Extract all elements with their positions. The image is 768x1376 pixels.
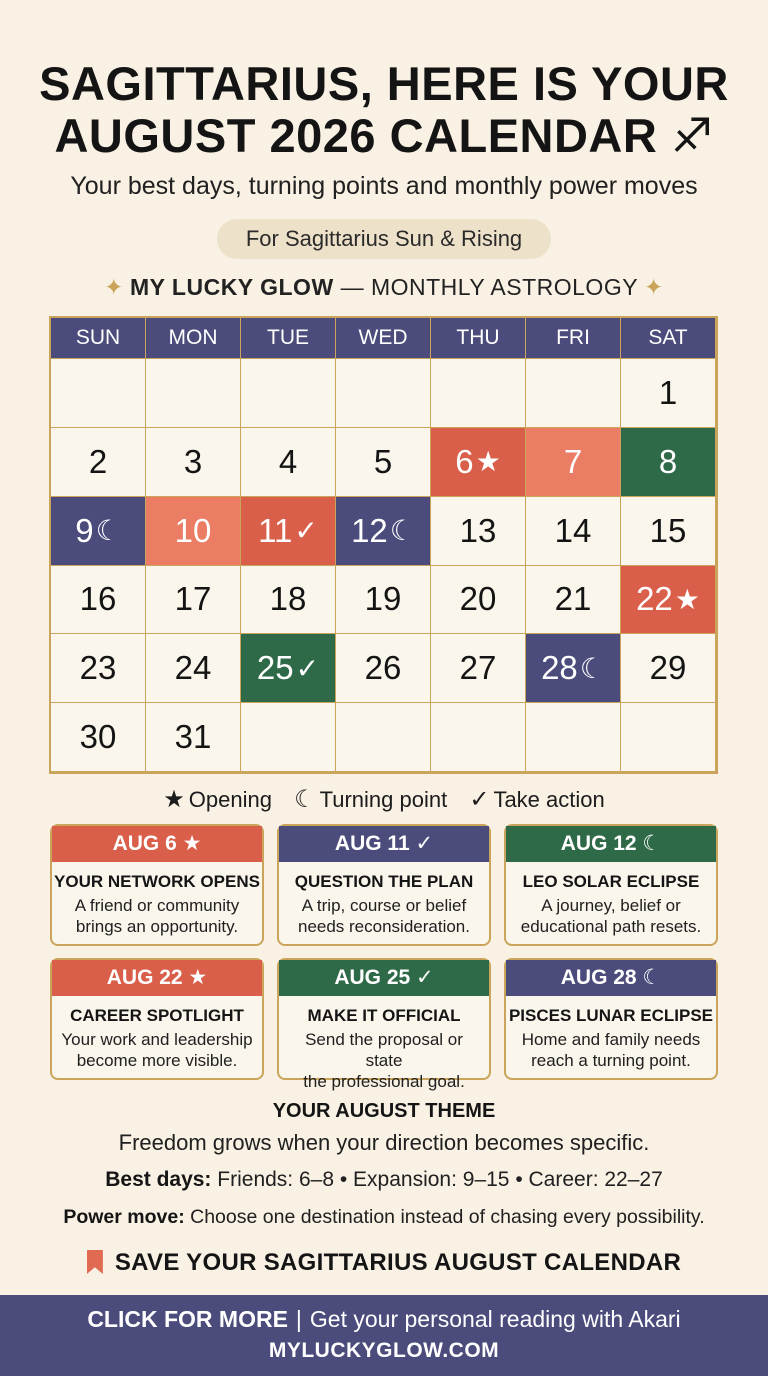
- weekday-header: TUE: [241, 318, 336, 359]
- card-line: become more visible.: [76, 1051, 238, 1070]
- calendar-day[interactable]: [621, 359, 716, 428]
- click-for-more-link[interactable]: CLICK FOR MORE: [87, 1306, 288, 1332]
- calendar-day[interactable]: [241, 566, 336, 635]
- card-line: Your work and leadership: [61, 1030, 253, 1049]
- legend-action-label: Take action: [493, 787, 605, 812]
- card-line: A journey, belief or: [541, 896, 681, 915]
- calendar-empty-cell: [146, 359, 241, 428]
- audience-pill: For Sagittarius Sun & Rising: [217, 219, 551, 259]
- calendar-day[interactable]: [431, 497, 526, 566]
- card-title: PISCES LUNAR ECLIPSE: [508, 1006, 714, 1025]
- day-number: 19: [364, 580, 402, 618]
- day-number: 27: [459, 649, 497, 687]
- day-number: 23: [79, 649, 117, 687]
- weekday-header: WED: [336, 318, 431, 359]
- card-title: LEO SOLAR ECLIPSE: [522, 872, 700, 891]
- legend-turning: [294, 787, 447, 812]
- day-number: 12: [351, 511, 388, 549]
- day-number: 20: [459, 580, 497, 618]
- day-number: 26: [364, 649, 402, 687]
- calendar-empty-cell: [336, 359, 431, 428]
- card-line: A trip, course or belief: [301, 896, 467, 915]
- card-header: AUG 22 ★: [52, 960, 262, 996]
- calendar-day[interactable]: [621, 428, 716, 497]
- legend-turning-label: Turning point: [319, 787, 448, 812]
- footer-separator: |: [295, 1306, 302, 1332]
- legend: [0, 785, 768, 814]
- save-calendar-prompt[interactable]: [0, 1249, 768, 1277]
- day-number: 5: [373, 442, 393, 480]
- footer-text: Get your personal reading with Akari: [309, 1306, 681, 1332]
- card-header: AUG 11 ✓: [279, 826, 489, 862]
- calendar-day[interactable]: [146, 566, 241, 635]
- moon-icon: ☾: [579, 652, 605, 684]
- day-number: 10: [174, 511, 212, 549]
- power-move: [0, 1206, 768, 1229]
- brand-name: MY LUCKY GLOW: [129, 274, 334, 300]
- calendar-day[interactable]: [146, 428, 241, 497]
- card-line: the professional goal.: [303, 1072, 465, 1091]
- footer-cta[interactable]: [0, 1295, 768, 1376]
- calendar-day[interactable]: [431, 566, 526, 635]
- star-icon: ★: [674, 583, 700, 615]
- card-header: AUG 12 ☾: [506, 826, 716, 862]
- calendar-empty-cell: [431, 359, 526, 428]
- weekday-header: MON: [146, 318, 241, 359]
- best-days-text: Friends: 6–8 • Expansion: 9–15 • Career: 22–27: [217, 1168, 663, 1191]
- calendar-day[interactable]: [336, 497, 431, 566]
- day-number: 11: [258, 511, 293, 549]
- brand-tagline: — MONTHLY ASTROLOGY: [340, 274, 639, 300]
- day-number: 1: [658, 373, 678, 411]
- best-days: [0, 1168, 768, 1192]
- card-line: needs reconsideration.: [297, 917, 470, 936]
- highlight-card: [277, 824, 491, 946]
- card-body: [279, 895, 489, 937]
- highlight-card: [277, 958, 491, 1091]
- day-number: 13: [459, 511, 497, 549]
- calendar-day[interactable]: [51, 566, 146, 635]
- title-line-1: SAGITTARIUS, HERE IS YOUR: [39, 57, 729, 110]
- power-move-label: Power move:: [63, 1206, 185, 1228]
- save-text: SAVE YOUR SAGITTARIUS AUGUST CALENDAR: [114, 1249, 682, 1276]
- calendar-day[interactable]: [431, 428, 526, 497]
- day-number: 18: [269, 580, 307, 618]
- calendar-day[interactable]: [241, 497, 336, 566]
- check-icon: ✓: [295, 652, 320, 684]
- highlight-card: [50, 824, 264, 946]
- star-icon: ★: [163, 786, 185, 813]
- calendar-day[interactable]: [146, 497, 241, 566]
- weekday-header: FRI: [526, 318, 621, 359]
- card-line: brings an opportunity.: [75, 917, 239, 936]
- day-number: 31: [174, 718, 212, 756]
- subtitle: Your best days, turning points and monthly power moves: [70, 172, 698, 200]
- day-number: 8: [658, 442, 678, 480]
- calendar-empty-cell: [526, 703, 621, 772]
- card-header: AUG 28 ☾: [506, 960, 716, 996]
- calendar-day[interactable]: [51, 497, 146, 566]
- day-number: 4: [278, 442, 298, 480]
- day-number: 7: [563, 442, 583, 480]
- calendar-day[interactable]: [621, 497, 716, 566]
- day-number: 15: [649, 511, 687, 549]
- calendar-day[interactable]: [526, 634, 621, 703]
- highlight-card: [504, 824, 718, 946]
- highlight-card: [50, 958, 264, 1080]
- weekday-header: SAT: [621, 318, 716, 359]
- day-number: 21: [554, 580, 592, 618]
- calendar-day[interactable]: [51, 634, 146, 703]
- card-title: CAREER SPOTLIGHT: [70, 1006, 244, 1025]
- card-line: Home and family needs: [521, 1030, 701, 1049]
- weekday-header: THU: [431, 318, 526, 359]
- calendar-empty-cell: [336, 703, 431, 772]
- day-number: 17: [174, 580, 212, 618]
- brand-line: [0, 274, 768, 301]
- calendar-day[interactable]: [431, 634, 526, 703]
- calendar-empty-cell: [51, 359, 146, 428]
- highlight-card: [504, 958, 718, 1080]
- calendar-day[interactable]: [621, 634, 716, 703]
- calendar-empty-cell: [526, 359, 621, 428]
- moon-icon: ☾: [389, 515, 415, 547]
- calendar-day[interactable]: [526, 428, 621, 497]
- calendar-day[interactable]: [51, 703, 146, 772]
- calendar-day[interactable]: [146, 703, 241, 772]
- calendar-day[interactable]: [526, 566, 621, 635]
- day-number: 2: [88, 442, 108, 480]
- power-move-text: Choose one destination instead of chasing every possibility.: [190, 1206, 705, 1228]
- legend-opening-label: Opening: [188, 787, 272, 812]
- legend-action: [469, 787, 604, 812]
- weekday-header: SUN: [51, 318, 146, 359]
- bookmark-icon: [87, 1250, 103, 1274]
- theme-text: Freedom grows when your direction becomes specific.: [118, 1130, 650, 1155]
- check-icon: ✓: [294, 515, 318, 547]
- sagittarius-icon: ♐: [670, 109, 714, 162]
- best-days-label: Best days:: [105, 1168, 212, 1191]
- card-body: [52, 895, 262, 937]
- sparkle-icon: ✦: [644, 274, 664, 300]
- card-title: YOUR NETWORK OPENS: [54, 872, 260, 891]
- theme-title: YOUR AUGUST THEME: [272, 1100, 496, 1122]
- day-number: 3: [183, 442, 203, 480]
- calendar-day[interactable]: [336, 634, 431, 703]
- calendar-empty-cell: [431, 703, 526, 772]
- card-title: QUESTION THE PLAN: [294, 872, 474, 891]
- day-number: 25: [256, 649, 294, 687]
- day-number: 28: [541, 649, 578, 687]
- moon-icon: ☾: [294, 786, 316, 813]
- day-number: 30: [79, 718, 117, 756]
- card-body: [279, 1029, 489, 1092]
- card-line: reach a turning point.: [531, 1051, 691, 1070]
- card-header: AUG 25 ✓: [279, 960, 489, 996]
- calendar-empty-cell: [241, 359, 336, 428]
- day-number: 14: [554, 511, 592, 549]
- star-icon: ★: [475, 446, 501, 478]
- calendar-day[interactable]: [336, 566, 431, 635]
- title-line-2: [0, 110, 768, 162]
- calendar-day[interactable]: [526, 497, 621, 566]
- calendar-day[interactable]: [336, 428, 431, 497]
- moon-icon: ☾: [95, 515, 121, 547]
- legend-opening: [163, 787, 272, 812]
- calendar-day[interactable]: [146, 634, 241, 703]
- calendar-empty-cell: [241, 703, 336, 772]
- calendar-day[interactable]: [621, 566, 716, 635]
- card-header: AUG 6 ★: [52, 826, 262, 862]
- highlight-cards: [50, 824, 718, 1091]
- calendar-grid: [49, 316, 718, 774]
- card-body: [506, 1029, 716, 1071]
- day-number: 6: [455, 442, 474, 480]
- calendar-empty-cell: [621, 703, 716, 772]
- day-number: 24: [174, 649, 212, 687]
- sparkle-icon: ✦: [104, 274, 124, 300]
- footer-line: [0, 1306, 768, 1333]
- card-line: Send the proposal or state: [305, 1030, 463, 1070]
- page-title: [0, 58, 768, 162]
- check-icon: ✓: [469, 786, 490, 813]
- card-title: MAKE IT OFFICIAL: [307, 1006, 461, 1025]
- card-body: [52, 1029, 262, 1071]
- day-number: 22: [636, 580, 673, 618]
- day-number: 29: [649, 649, 687, 687]
- card-line: A friend or community: [74, 896, 240, 915]
- calendar-day[interactable]: [241, 428, 336, 497]
- calendar-day[interactable]: [241, 634, 336, 703]
- card-body: [506, 895, 716, 937]
- title-line-2-text: AUGUST 2026 CALENDAR: [54, 109, 658, 162]
- day-number: 9: [75, 511, 94, 549]
- card-line: educational path resets.: [520, 917, 702, 936]
- calendar-day[interactable]: [51, 428, 146, 497]
- site-link[interactable]: MYLUCKYGLOW.COM: [268, 1339, 500, 1362]
- day-number: 16: [79, 580, 117, 618]
